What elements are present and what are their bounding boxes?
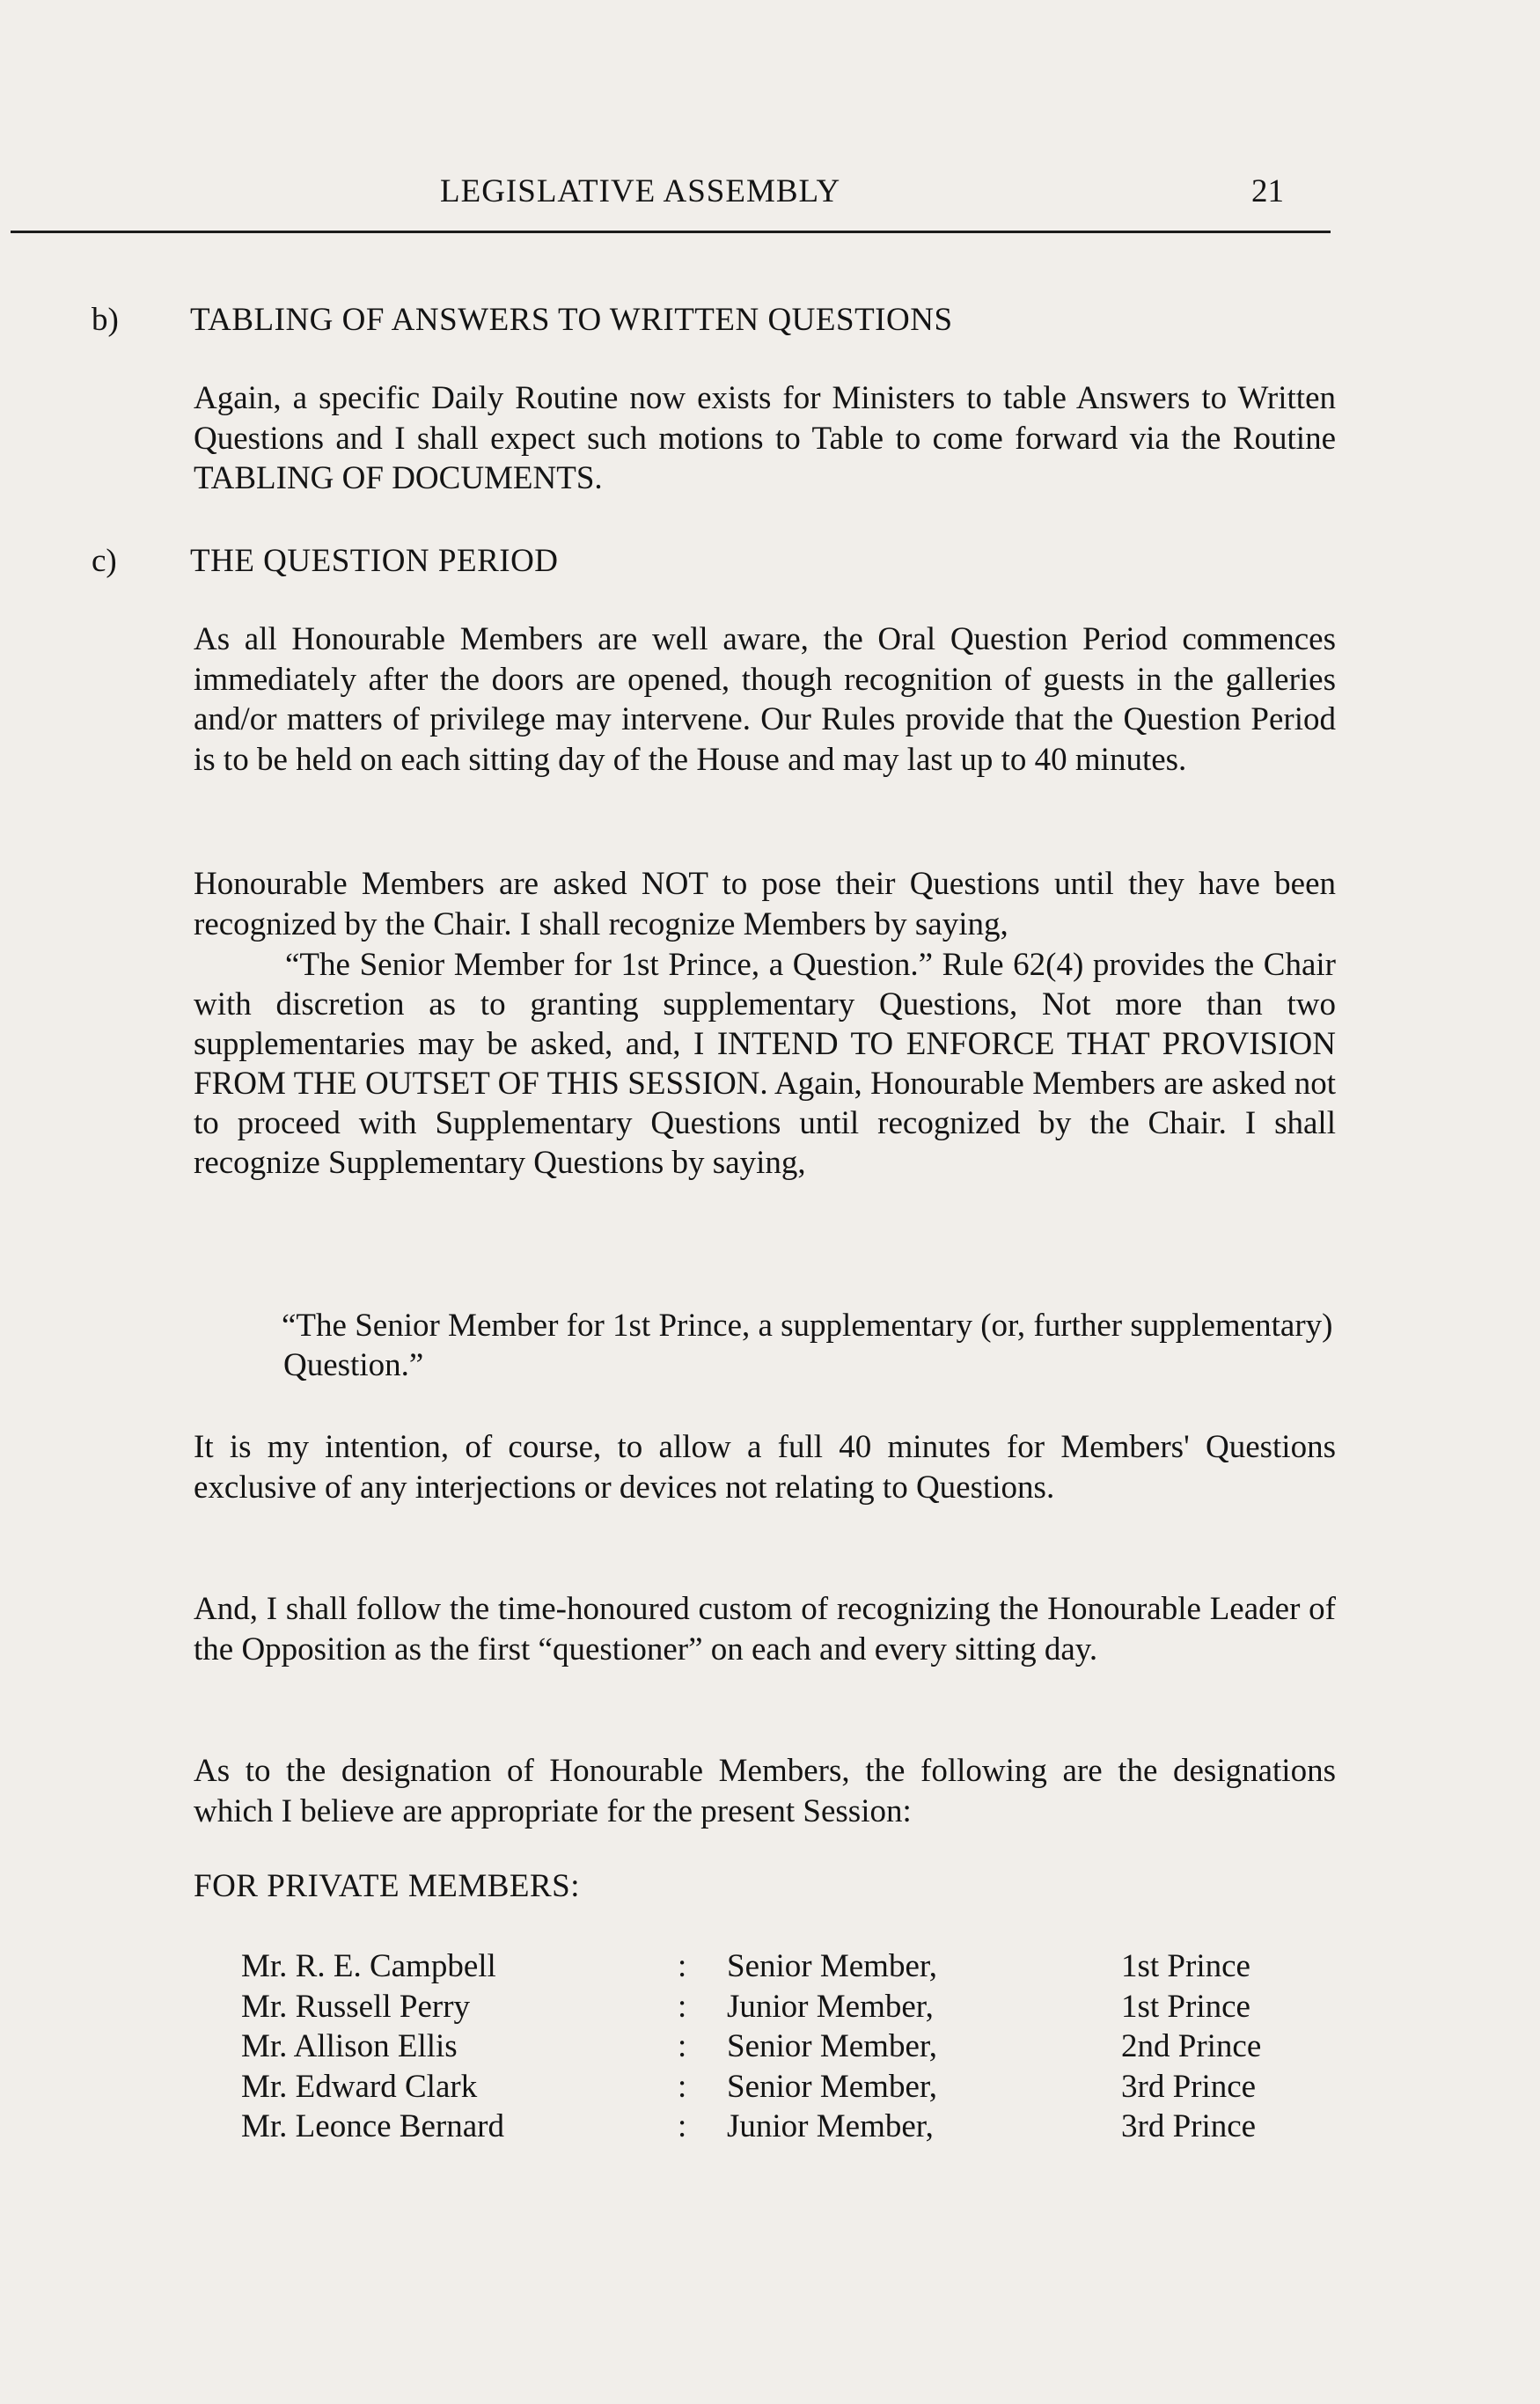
question-period-paragraph: As all Honourable Members are well aware, the Oral Question Period commences immediately after the doors are opened, though recognition of guests in the galleries and/or matters of privilege may intervene. Our Rules provide that the Question Period is to be held on each sitting day of the House and may last up to 40 minutes. <box>194 621 1336 778</box>
recognition-paragraph: Honourable Members are asked NOT to pose their Questions until they have been recognized by the Chair. I shall recognize Members by saying, <box>194 866 1336 942</box>
table-row <box>241 1946 1315 1987</box>
member-constituency: 1st Prince <box>1121 1948 1250 1984</box>
designation-paragraph: As to the designation of Honourable Members, the following are the designations which I believe are appropriate for the present Session: <box>194 1753 1336 1829</box>
member-name: Mr. Allison Ellis <box>241 2028 458 2064</box>
member-name: Mr. Russell Perry <box>241 1988 471 2025</box>
member-role: Senior Member, <box>727 1948 937 1984</box>
table-row <box>241 2027 1315 2067</box>
section-b-heading: TABLING OF ANSWERS TO WRITTEN QUESTIONS <box>190 302 953 338</box>
table-row <box>241 1987 1315 2027</box>
private-members-table <box>241 1946 1315 2147</box>
section-c-marker: c) <box>92 543 117 579</box>
supplementary-rule-paragraph: “The Senior Member for 1st Prince, a Question.” Rule 62(4) provides the Chair with discretion as to granting supplementary Questions, Not more than two supplementaries may be asked, and, I INTEND TO ENFORCE THAT PROVISION FROM THE OUTSET OF THIS SESSION. Again, Honourable Members are asked not to proceed with Supplementary Questions until recognized by the Chair. I shall recognize Supplementary Questions by saying, <box>194 947 1336 1181</box>
intention-paragraph: It is my intention, of course, to allow a full 40 minutes for Members' Questions exclusive of any interjections or devices not relating to Questions. <box>194 1429 1336 1506</box>
member-name: Mr. Edward Clark <box>241 2068 478 2105</box>
custom-paragraph: And, I shall follow the time-honoured custom of recognizing the Honourable Leader of the Opposition as the first “questioner” on each and every sitting day. <box>194 1591 1336 1667</box>
section-b-paragraph: Again, a specific Daily Routine now exists for Ministers to table Answers to Written Questions and I shall expect such motions to Table to come forward via the Routine TABLING OF DOCUMENTS. <box>194 380 1336 496</box>
page-number: 21 <box>1251 173 1284 209</box>
member-constituency: 3rd Prince <box>1121 2068 1257 2105</box>
member-constituency: 3rd Prince <box>1121 2108 1257 2144</box>
member-separator: : <box>678 2108 687 2144</box>
table-row <box>241 2067 1315 2107</box>
supplementary-designation-quote: “The Senior Member for 1st Prince, a supplementary (or, further supplementary) Question.” <box>282 1308 1333 1383</box>
running-head-title: LEGISLATIVE ASSEMBLY <box>440 173 841 209</box>
header-rule <box>11 231 1331 233</box>
member-separator: : <box>678 1988 687 2025</box>
member-role: Senior Member, <box>727 2068 937 2105</box>
member-separator: : <box>678 1948 687 1984</box>
member-name: Mr. Leonce Bernard <box>241 2108 504 2144</box>
private-members-heading: FOR PRIVATE MEMBERS: <box>194 1868 581 1904</box>
member-role: Junior Member, <box>727 1988 934 2025</box>
member-constituency: 2nd Prince <box>1121 2028 1262 2064</box>
member-role: Senior Member, <box>727 2028 937 2064</box>
section-b-marker: b) <box>92 302 119 338</box>
member-constituency: 1st Prince <box>1121 1988 1250 2025</box>
member-name: Mr. R. E. Campbell <box>241 1948 496 1984</box>
table-row <box>241 2107 1315 2147</box>
member-separator: : <box>678 2068 687 2105</box>
section-c-heading: THE QUESTION PERIOD <box>190 543 559 579</box>
member-role: Junior Member, <box>727 2108 934 2144</box>
member-separator: : <box>678 2028 687 2064</box>
